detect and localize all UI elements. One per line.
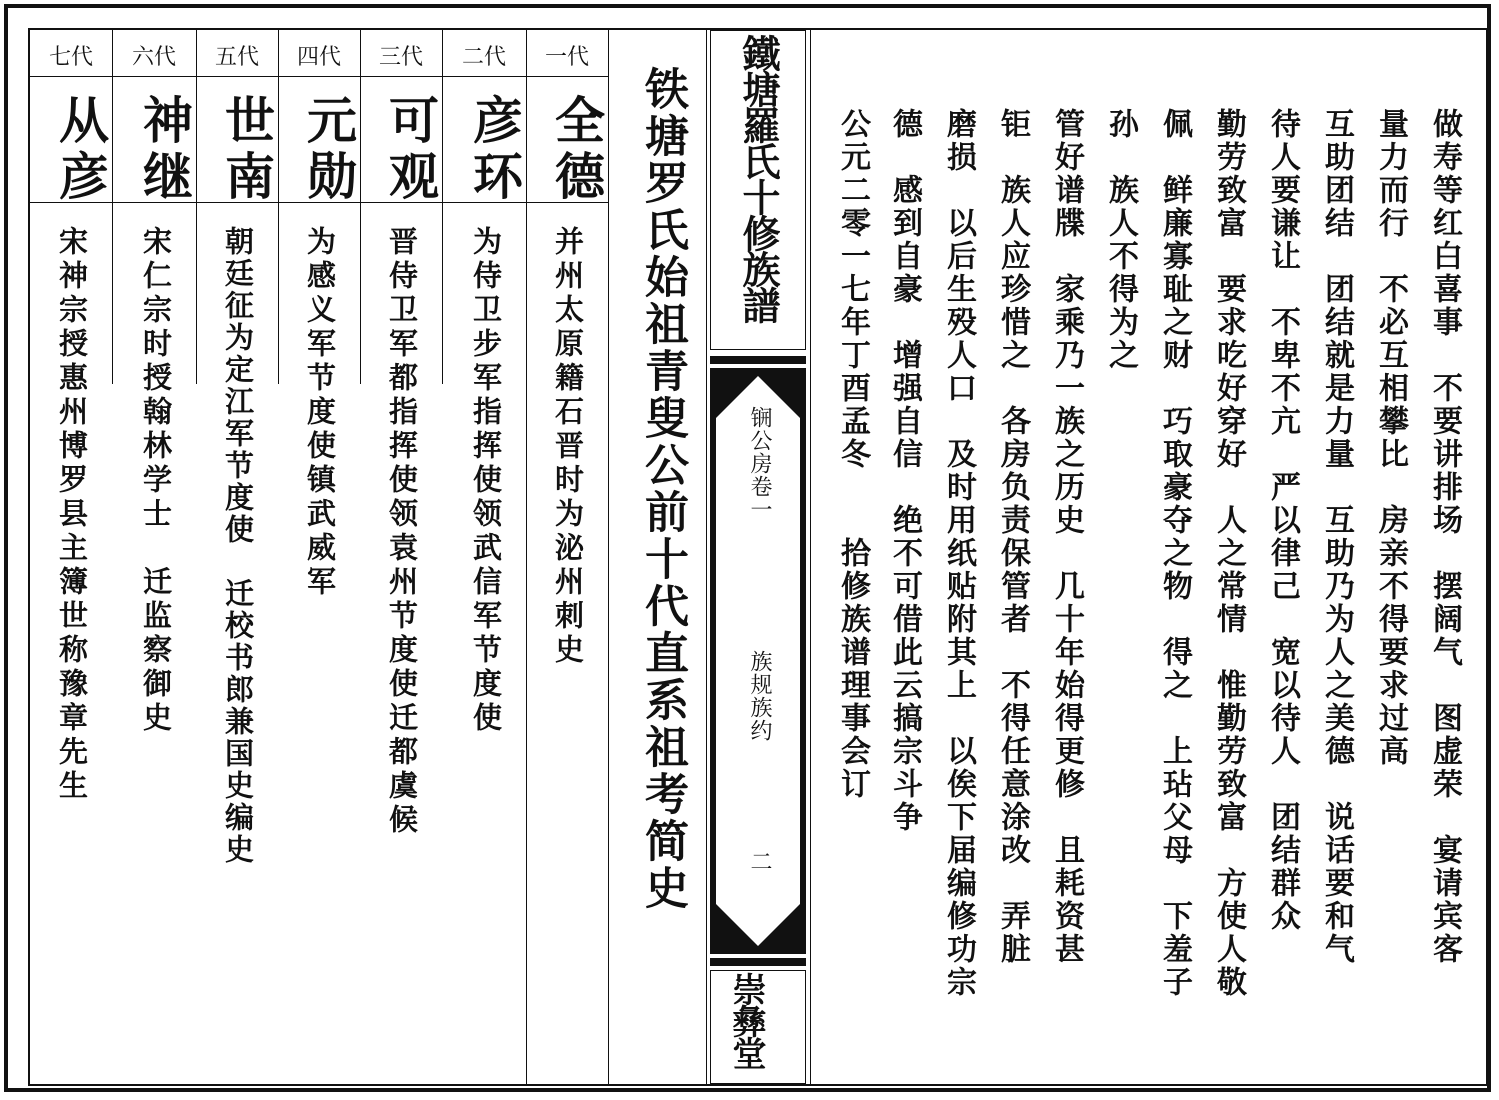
page-inner-frame — [28, 28, 1488, 1086]
generation-name: 彦环 — [465, 94, 524, 206]
spine-volume: 锎公房卷一 — [747, 406, 772, 521]
spine-section: 族规族约 — [747, 650, 772, 742]
generation-text: 晋侍卫军都指挥使领袁州节度使迁都虞候 — [385, 226, 419, 838]
spine-page: 二 — [747, 850, 772, 872]
rule-line: 待人要谦让 不卑不亢 严以律己 宽以待人 团结群众 — [1265, 108, 1300, 933]
spine-title: 鐵塘羅氏十修族譜 — [736, 34, 781, 322]
generation-text: 宋仁宗时授翰林学士 迁监察御史 — [139, 226, 173, 736]
generation-name: 全德 — [547, 94, 606, 206]
rule-signature: 公元二零一七年丁酉孟冬 拾修族谱理事会订 — [835, 108, 870, 801]
rule-line: 互助团结 团结就是力量 互助乃为人之美德 说话要和气 — [1319, 108, 1354, 966]
rule-line: 孙 族人不得为之 — [1103, 108, 1138, 372]
generation-name: 世南 — [217, 94, 276, 206]
clan-rules — [820, 30, 1484, 1084]
header-divider — [30, 76, 608, 77]
generation-name: 可观 — [381, 94, 440, 206]
spine-right-edge — [810, 30, 811, 1084]
col-divider — [196, 30, 197, 384]
generation-header: 六代 — [131, 45, 176, 70]
page-border — [4, 4, 1491, 1092]
rule-line: 佩 鲜廉寡耻之财 巧取豪夺之物 得之 上玷父母 下羞子 — [1157, 108, 1192, 999]
generation-text: 宋神宗授惠州博罗县主簿世称豫章先生 — [55, 226, 89, 804]
spine-band-top — [710, 356, 806, 364]
spine-hall-name: 崇彝堂 — [726, 972, 766, 1068]
generation-name: 从彦 — [51, 94, 110, 206]
col-divider — [360, 30, 361, 384]
generation-header: 三代 — [378, 45, 423, 70]
rule-line: 勤劳致富 要求吃好穿好 人之常情 惟勤劳致富 方使人敬 — [1211, 108, 1246, 999]
col-divider — [442, 30, 443, 384]
generation-header: 五代 — [214, 45, 259, 70]
spine-band-bottom — [710, 958, 806, 966]
generation-text: 朝廷征为定江军节度使 迁校书郎兼国史编史 — [221, 226, 255, 866]
spine-left-edge — [706, 30, 707, 1084]
col-divider — [278, 30, 279, 384]
rule-line: 量力而行 不必互相攀比 房亲不得要求过高 — [1373, 108, 1408, 768]
generation-text: 为侍卫步军指挥使领武信军节度使 — [469, 226, 503, 736]
rule-line: 做寿等红白喜事 不要讲排场 摆阔气 图虚荣 宴请宾客 — [1427, 108, 1462, 966]
generation-header: 二代 — [461, 45, 506, 70]
generation-text: 并州太原籍石晋时为泌州刺史 — [551, 226, 585, 668]
rule-line: 钜 族人应珍惜之 各房负责保管者 不得任意涂改 弄脏 — [995, 108, 1030, 966]
rule-line: 磨损 以后生殁人口 及时用纸贴附其上 以俟下届编修功宗 — [941, 108, 976, 999]
generation-header: 四代 — [296, 45, 341, 70]
generation-name: 元勋 — [299, 94, 358, 206]
col-divider — [112, 30, 113, 384]
book-spine — [710, 30, 806, 1084]
rule-line: 管好谱牒 家乘乃一族之历史 几十年始得更修 且耗资甚 — [1049, 108, 1084, 966]
generation-header: 一代 — [544, 45, 589, 70]
main-title: 铁塘罗氏始祖青叟公前十代直系祖考简史 — [637, 66, 688, 912]
generation-header: 七代 — [48, 45, 93, 70]
generation-table — [30, 30, 608, 1084]
generation-name: 神继 — [135, 94, 194, 206]
rule-line: 德 感到自豪 增强自信 绝不可借此云搞宗斗争 — [887, 108, 922, 834]
generation-text: 为感义军节度使镇武威军 — [303, 226, 337, 600]
